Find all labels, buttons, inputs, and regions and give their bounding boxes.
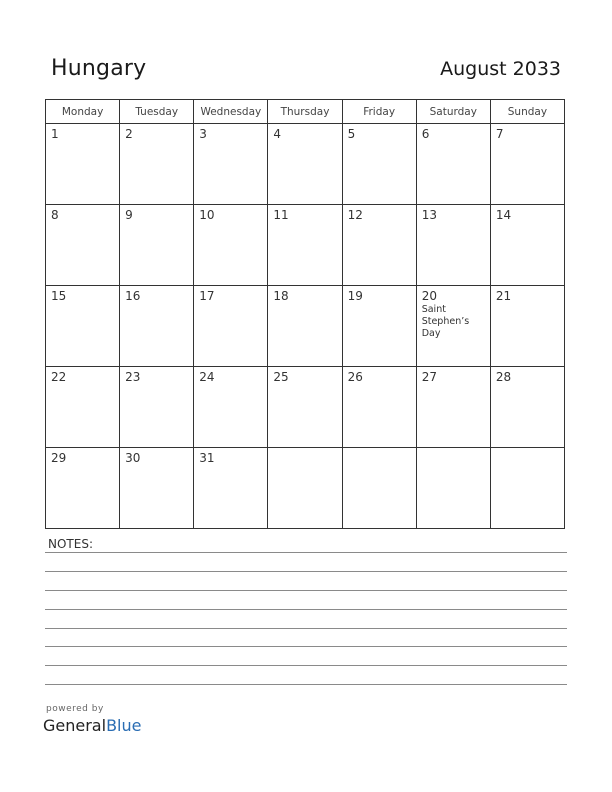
day-number: 31 — [199, 451, 215, 465]
day-number: 4 — [273, 127, 282, 141]
day-cell — [194, 124, 268, 205]
note-line — [45, 628, 567, 629]
day-number: 3 — [199, 127, 207, 141]
notes-label: NOTES: — [48, 537, 93, 551]
day-number: 27 — [421, 370, 437, 384]
week-row — [46, 286, 565, 367]
day-cell — [490, 367, 564, 448]
day-number: 15 — [51, 289, 67, 303]
week-row — [46, 124, 565, 205]
day-cell — [268, 124, 342, 205]
brand-name-general: General — [43, 716, 107, 735]
day-cell — [46, 367, 120, 448]
day-number: 18 — [273, 289, 289, 303]
day-number: 7 — [495, 127, 504, 141]
week-row — [46, 367, 565, 448]
note-line — [45, 590, 567, 591]
day-number: 8 — [51, 208, 59, 222]
day-number: 20 — [421, 289, 437, 303]
day-number: 14 — [495, 208, 512, 222]
day-cell — [120, 124, 194, 205]
weekday-header: Saturday — [416, 100, 490, 124]
day-number: 13 — [421, 208, 437, 222]
day-cell — [120, 367, 194, 448]
day-number: 23 — [125, 370, 141, 384]
weekday-header-row — [46, 100, 565, 124]
day-cell — [490, 205, 564, 286]
day-number: 5 — [347, 127, 356, 141]
weekday-header: Thursday — [268, 100, 342, 124]
day-cell — [194, 367, 268, 448]
day-number: 11 — [273, 208, 289, 222]
day-cell — [46, 124, 120, 205]
brand-logo — [43, 716, 141, 735]
day-cell — [416, 286, 490, 367]
day-number: 17 — [199, 289, 215, 303]
day-number: 12 — [347, 208, 363, 222]
weekday-header: Wednesday — [194, 100, 268, 124]
day-number: 30 — [125, 451, 141, 465]
note-line — [45, 552, 567, 553]
day-cell — [268, 286, 342, 367]
day-number: 16 — [125, 289, 141, 303]
day-cell — [268, 205, 342, 286]
weekday-header: Tuesday — [120, 100, 194, 124]
country-title: Hungary — [51, 56, 147, 81]
day-cell — [342, 448, 416, 529]
day-cell — [490, 124, 564, 205]
note-line — [45, 609, 567, 610]
note-line — [45, 646, 567, 647]
weekday-header: Monday — [46, 100, 120, 124]
day-cell — [46, 448, 120, 529]
day-cell — [46, 286, 120, 367]
note-line — [45, 684, 567, 685]
powered-by-text: powered by — [46, 704, 104, 714]
day-number: 28 — [495, 370, 512, 384]
day-cell — [120, 448, 194, 529]
day-number: 9 — [125, 208, 133, 222]
day-number: 24 — [199, 370, 215, 384]
day-number: 26 — [347, 370, 363, 384]
day-number: 25 — [273, 370, 289, 384]
week-row — [46, 205, 565, 286]
day-cell — [342, 367, 416, 448]
note-line — [45, 571, 567, 572]
day-cell — [416, 448, 490, 529]
weekday-header: Friday — [342, 100, 416, 124]
day-cell — [490, 448, 564, 529]
holiday-label: Saint Stephen’s Day — [421, 304, 470, 339]
day-cell — [416, 367, 490, 448]
weekday-header: Sunday — [490, 100, 564, 124]
day-cell — [268, 367, 342, 448]
day-cell — [194, 286, 268, 367]
day-cell — [46, 205, 120, 286]
day-cell — [120, 286, 194, 367]
day-number: 19 — [347, 289, 363, 303]
day-cell — [490, 286, 564, 367]
day-cell — [342, 286, 416, 367]
calendar-grid — [45, 99, 565, 529]
day-number: 2 — [125, 127, 133, 141]
day-number: 6 — [421, 127, 430, 141]
day-number: 22 — [51, 370, 67, 384]
day-cell — [194, 205, 268, 286]
day-number: 21 — [495, 289, 512, 303]
brand-name-blue: Blue — [106, 716, 142, 735]
note-line — [45, 665, 567, 666]
day-cell — [194, 448, 268, 529]
day-cell — [416, 205, 490, 286]
day-cell — [268, 448, 342, 529]
day-cell — [342, 205, 416, 286]
day-number: 29 — [51, 451, 67, 465]
day-cell — [416, 124, 490, 205]
month-title: August 2033 — [440, 58, 561, 80]
day-cell — [342, 124, 416, 205]
day-number: 1 — [51, 127, 59, 141]
week-row — [46, 448, 565, 529]
day-number: 10 — [199, 208, 215, 222]
day-cell — [120, 205, 194, 286]
